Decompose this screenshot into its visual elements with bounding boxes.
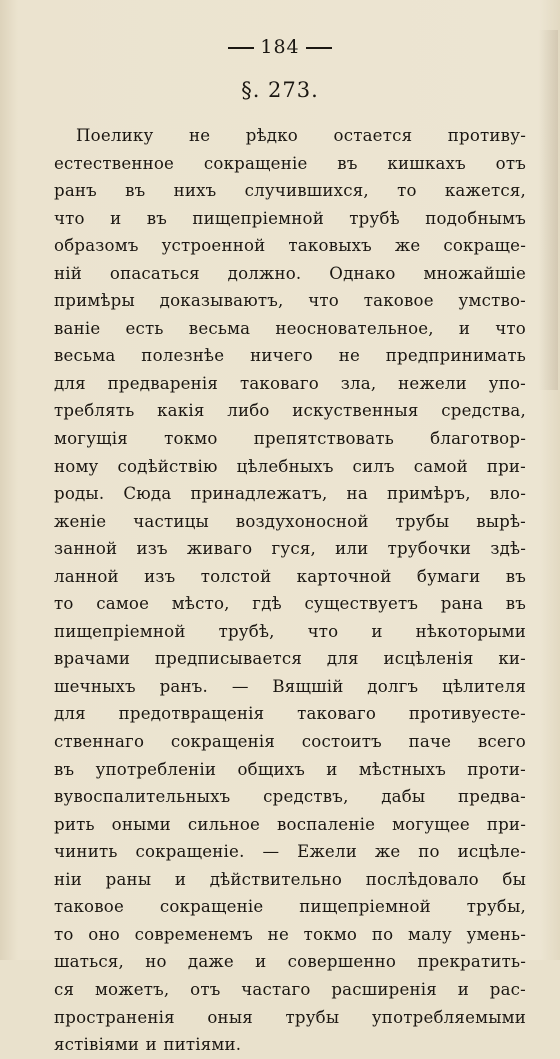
text-line: для предваренія таковаго зла, нежели упо- <box>54 373 526 393</box>
text-line: роды. Сюда принадлежатъ, на примѣръ, вло- <box>54 484 526 504</box>
text-line: то оно современемъ не токмо по малу умень- <box>54 924 526 944</box>
text-line: ваніе есть весьма неосновательное, и что <box>54 318 526 338</box>
text-line: треблять какія либо искуственныя средства, <box>54 401 526 421</box>
text-line: ній опасаться должно. Однако множайшіе <box>54 263 526 283</box>
text-line: Поелику не рѣдко остается противу- <box>76 126 526 145</box>
text-line: занной изъ живаго гуся, или трубочки здѣ- <box>54 539 526 559</box>
text-line: женіе частицы воздухоносной трубы вырѣ- <box>54 511 526 531</box>
text-line: вувоспалительныхъ средствъ, дабы предва- <box>54 787 526 807</box>
text-line: весьма полезнѣе ничего не предпринимать <box>54 346 526 366</box>
text-line: въ употребленіи общихъ и мѣстныхъ проти- <box>54 759 526 779</box>
page-number: 184 <box>260 36 300 58</box>
text-line: шаться, но даже и совершенно прекратить- <box>54 952 526 972</box>
text-line: то самое мѣсто, гдѣ существуетъ рана въ <box>54 594 526 614</box>
text-line: чинить сокращеніе. — Ежели же по исцѣле- <box>54 842 526 862</box>
text-line: ственнаго сокращенія состоитъ паче всего <box>54 732 526 752</box>
text-line: шечныхъ ранъ. — Вящшій долгъ цѣлителя <box>54 676 526 696</box>
text-line: врачами предписывается для исцѣленія ки- <box>54 649 526 669</box>
page-header <box>0 36 560 58</box>
text-line: для предотвращенія таковаго противуесте- <box>54 704 526 724</box>
header-dash-right <box>306 47 332 49</box>
header-dash-left <box>228 47 254 49</box>
text-line: ніи раны и дѣйствительно послѣдовало бы <box>54 869 526 889</box>
text-line: таковое сокращеніе пищепріемной трубы, <box>54 897 526 917</box>
text-line: рить оными сильное воспаленіе могущее при- <box>54 814 526 834</box>
text-line: пространенія оныя трубы употребляемыми <box>54 1007 526 1027</box>
text-line: образомъ устроенной таковыхъ же сокраще- <box>54 236 526 256</box>
text-line: ранъ въ нихъ случившихся, то кажется, <box>54 181 526 201</box>
text-line: примѣры доказываютъ, что таковое умство- <box>54 291 526 311</box>
text-line: могущія токмо препятствовать благотвор- <box>54 429 526 449</box>
section-heading: §. 273. <box>241 78 319 102</box>
text-line: естественное сокращеніе въ кишкахъ отъ <box>54 153 526 173</box>
text-line: что и въ пищепріемной трубѣ подобнымъ <box>54 208 526 228</box>
text-line: ястівіями и питіями. <box>54 1035 242 1055</box>
text-line: пищепріемной трубѣ, что и нѣкоторыми <box>54 621 526 641</box>
text-line: ланной изъ толстой карточной бумаги въ <box>54 566 526 586</box>
text-line: ному содѣйствію цѣлебныхъ силъ самой при- <box>54 456 526 476</box>
body-text <box>54 122 526 1059</box>
text-line: ся можетъ, отъ частаго расширенія и рас- <box>54 979 526 999</box>
